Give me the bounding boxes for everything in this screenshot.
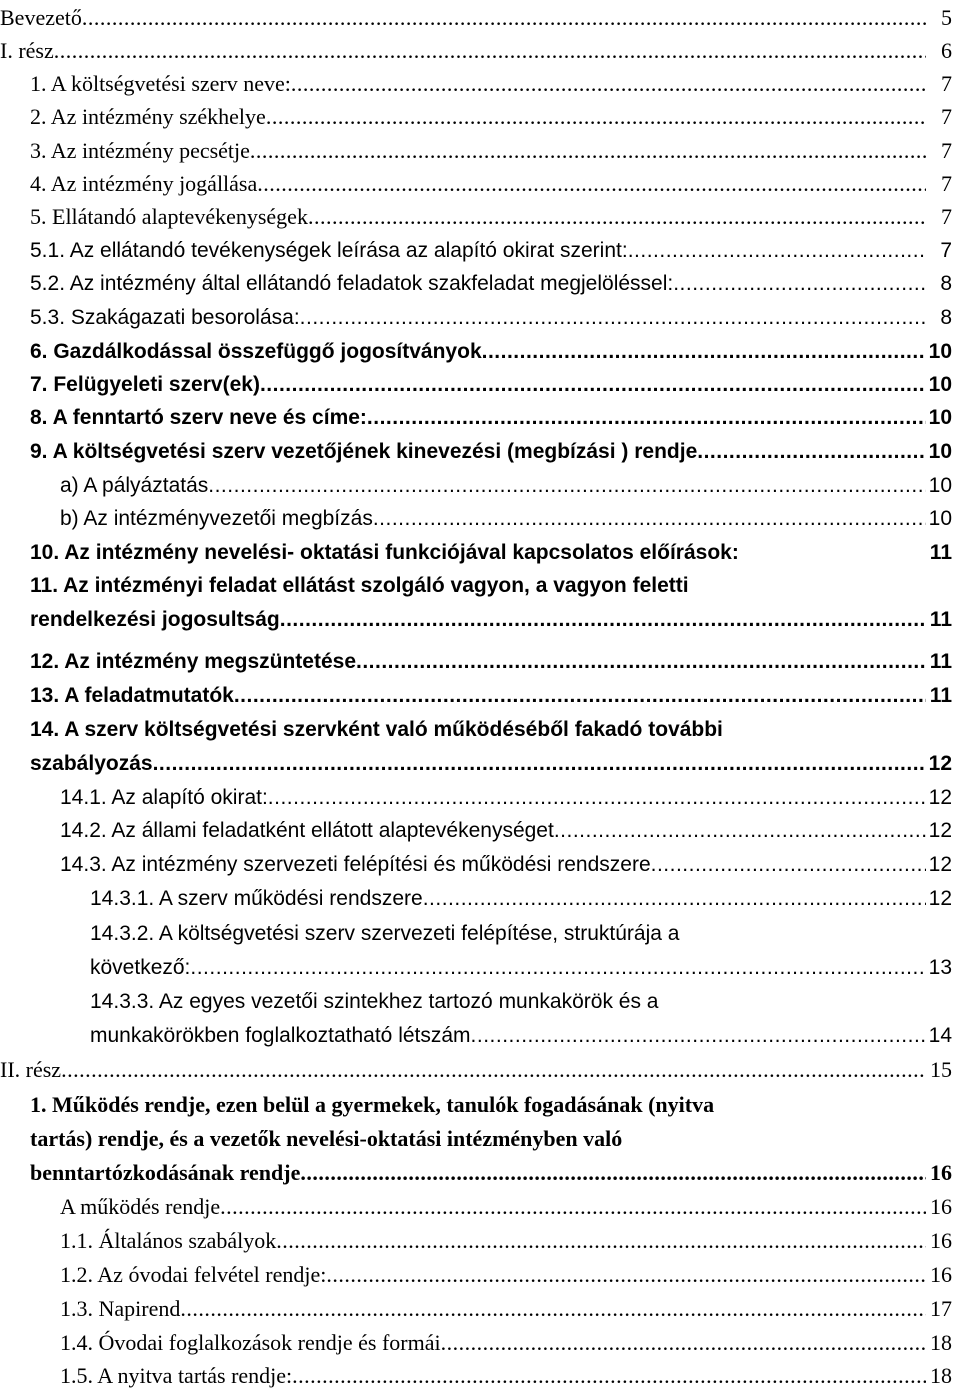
toc-entry-title: rendelkezési jogosultság [30,608,280,631]
toc-entry-title: 5.3. Szakágazati besorolása: [30,306,300,329]
toc-leader [208,470,926,502]
toc-leader [423,883,926,915]
toc-entry-title-line1: 14.3.3. Az egyes vezetői szintekhez tartozó munkakörök és a [90,990,659,1013]
toc-entry [0,782,960,814]
toc-page-number: 12 [928,786,952,809]
toc-entry-title: 9. A költségvetési szerv vezetőjének kinevezési (megbízási ) rendje [30,440,698,463]
toc-page-number: 16 [930,1262,952,1287]
toc-leader [326,1259,926,1291]
toc-leader [300,302,926,334]
toc-entry [0,680,960,712]
toc-entry [0,537,960,569]
toc-page-number: 11 [929,541,952,564]
toc-page-number: 17 [930,1296,952,1321]
toc-leader [250,135,926,167]
toc-entry [0,1360,960,1392]
toc-page-number: 8 [940,306,952,329]
toc-leader [673,268,926,300]
toc-entry-title: I. rész [0,38,54,63]
toc-page-number: 14 [928,1024,952,1047]
toc-entry-title: 7. Felügyeleti szerv(ek) [30,373,260,396]
toc-entry [0,268,960,300]
toc-entry-title: 13. A feladatmutatók [30,684,234,707]
toc-entry-title: 14.3. Az intézmény szervezeti felépítési és működési rendszere [60,853,651,876]
toc-entry-title: A működés rendje [60,1194,221,1219]
toc-page-number: 18 [930,1330,952,1355]
toc-page-number: 16 [930,1160,952,1185]
toc-leader [276,1225,926,1257]
toc-entry-title: 3. Az intézmény pecsétje [30,138,250,163]
toc-entry [0,402,960,434]
toc-page-number: 15 [930,1057,952,1082]
toc-entry [0,849,960,881]
toc-page-number: 7 [941,71,952,96]
toc-leader [697,436,926,468]
toc-leader [280,604,926,636]
toc-entry-title: 5. Ellátandó alaptevékenységek [30,204,308,229]
toc-entry [0,35,960,67]
toc-entry [0,336,960,368]
toc-entry-title: Bevezető [0,5,82,30]
toc-entry [0,2,960,34]
toc-page-number: 6 [941,38,952,63]
toc-leader [441,1327,926,1359]
toc-entry-title: 4. Az intézmény jogállása [30,171,258,196]
toc-page-number: 18 [930,1363,952,1388]
toc-leader [291,68,926,100]
toc-page-number: 11 [929,608,952,631]
toc-entry [0,1089,960,1191]
toc-leader [257,168,926,200]
toc-page-number: 10 [928,507,952,530]
toc-entry [0,168,960,200]
toc-leader [220,1191,926,1223]
toc-entry [0,68,960,100]
toc-page-number: 12 [928,887,952,910]
toc-leader [292,1360,926,1392]
toc-entry [0,918,960,984]
toc-entry-title: 1.1. Általános szabályok [60,1228,277,1253]
toc-entry [0,201,960,233]
toc-page-number: 13 [928,956,952,979]
toc-page-number: 7 [941,104,952,129]
toc-entry [0,101,960,133]
toc-leader [234,680,926,712]
toc-leader [82,2,926,34]
toc-entry-title: 10. Az intézmény nevelési- oktatási funkciójával kapcsolatos előírások: [30,541,739,564]
toc-entry [0,302,960,334]
toc-entry-title: szabályozás [30,752,153,775]
toc-entry-title: 1.5. A nyitva tartás rendje: [60,1363,293,1388]
toc-entry-title: b) Az intézményvezetői megbízás [60,507,373,530]
toc-entry-title-line1: 11. Az intézményi feladat ellátást szolgáló vagyon, a vagyon feletti [30,574,689,597]
toc-entry-title-line1: 14.3.2. A költségvetési szerv szervezeti felépítése, struktúrája a [90,922,680,945]
toc-leader [180,1293,926,1325]
toc-entry-title: 14.1. Az alapító okirat: [60,786,268,809]
toc-page-number: 8 [940,272,952,295]
toc-leader [190,952,926,984]
toc-page-number: 7 [940,239,952,262]
toc-entry-title: 1.3. Napirend [60,1296,181,1321]
toc-entry-title-line1: 1. Működés rendje, ezen belül a gyermekek, tanulók fogadásának (nyitva [30,1092,715,1117]
toc-leader [266,101,926,133]
toc-page-number: 16 [930,1228,952,1253]
toc-leader [356,646,926,678]
toc-entry-title: 1.4. Óvodai foglalkozások rendje és formái [60,1330,441,1355]
toc-page-number: 10 [928,340,952,363]
toc-leader [554,815,926,847]
toc-entry [0,470,960,502]
toc-page-number: 11 [929,684,952,707]
toc-page-number: 12 [928,853,952,876]
toc-leader [367,402,926,434]
toc-entry-title: 14.3.1. A szerv működési rendszere [90,887,423,910]
toc-leader [471,1020,926,1052]
toc-entry [0,235,960,267]
toc-entry-title: 12. Az intézmény megszüntetése [30,650,356,673]
toc-entry [0,503,960,535]
toc-entry-title: következő: [90,956,191,979]
toc-entry [0,1054,960,1086]
toc-entry-title: II. rész [0,1057,62,1082]
toc-entry-title-line2: tartás) rendje, és a vezetők nevelési-oktatási intézményben való [30,1126,623,1151]
toc-leader [482,336,926,368]
toc-page-number: 12 [928,752,952,775]
toc-entry [0,369,960,401]
toc-page-number: 7 [941,138,952,163]
toc-entry-title: 2. Az intézmény székhelye [30,104,266,129]
toc-leader [373,503,926,535]
toc-entry-title: 1. A költségvetési szerv neve: [30,71,291,96]
toc-page-number: 10 [928,440,952,463]
toc-leader [153,748,926,780]
toc-entry-title: 5.2. Az intézmény által ellátandó feladatok szakfeladat megjelöléssel: [30,272,674,295]
toc-page-number: 11 [929,650,952,673]
toc-page-number: 7 [941,171,952,196]
toc-page-number: 12 [928,819,952,842]
toc-entry [0,1191,960,1223]
toc-entry [0,883,960,915]
toc-leader [54,35,926,67]
toc-entry-title: a) A pályáztatás [60,474,209,497]
toc-entry-title: munkakörökben foglalkoztatható létszám [90,1024,471,1047]
toc-leader [61,1054,926,1086]
toc-page-number: 10 [928,474,952,497]
toc-entry [0,815,960,847]
toc-entry-title: benntartózkodásának rendje [30,1160,301,1185]
toc-page-number: 7 [941,204,952,229]
toc-entry [0,570,960,636]
toc-leader [628,235,926,267]
toc-entry [0,714,960,780]
toc-leader [300,1157,926,1189]
toc-entry-title: 14.2. Az állami feladatként ellátott alaptevékenységet [60,819,554,842]
toc-entry-title: 6. Gazdálkodással összefüggő jogosítványok [30,340,482,363]
toc-entry-title: 8. A fenntartó szerv neve és címe: [30,406,367,429]
toc-leader [260,369,926,401]
toc-entry [0,646,960,678]
toc-entry-title: 5.1. Az ellátandó tevékenységek leírása az alapító okirat szerint: [30,239,628,262]
toc-entry [0,1225,960,1257]
toc-leader [308,201,926,233]
toc-entry [0,1327,960,1359]
toc-page-number: 10 [928,406,952,429]
toc-entry [0,1259,960,1291]
toc-entry [0,986,960,1052]
toc-page-number: 16 [930,1194,952,1219]
toc-leader [268,782,926,814]
toc-page-number: 5 [941,5,952,30]
toc-entry [0,1293,960,1325]
toc-entry-title-line1: 14. A szerv költségvetési szervként való működéséből fakadó további [30,718,723,741]
toc-entry [0,135,960,167]
toc-entry-title: 1.2. Az óvodai felvétel rendje: [60,1262,327,1287]
toc-page-number: 10 [928,373,952,396]
toc-leader [651,849,926,881]
toc-entry [0,436,960,468]
